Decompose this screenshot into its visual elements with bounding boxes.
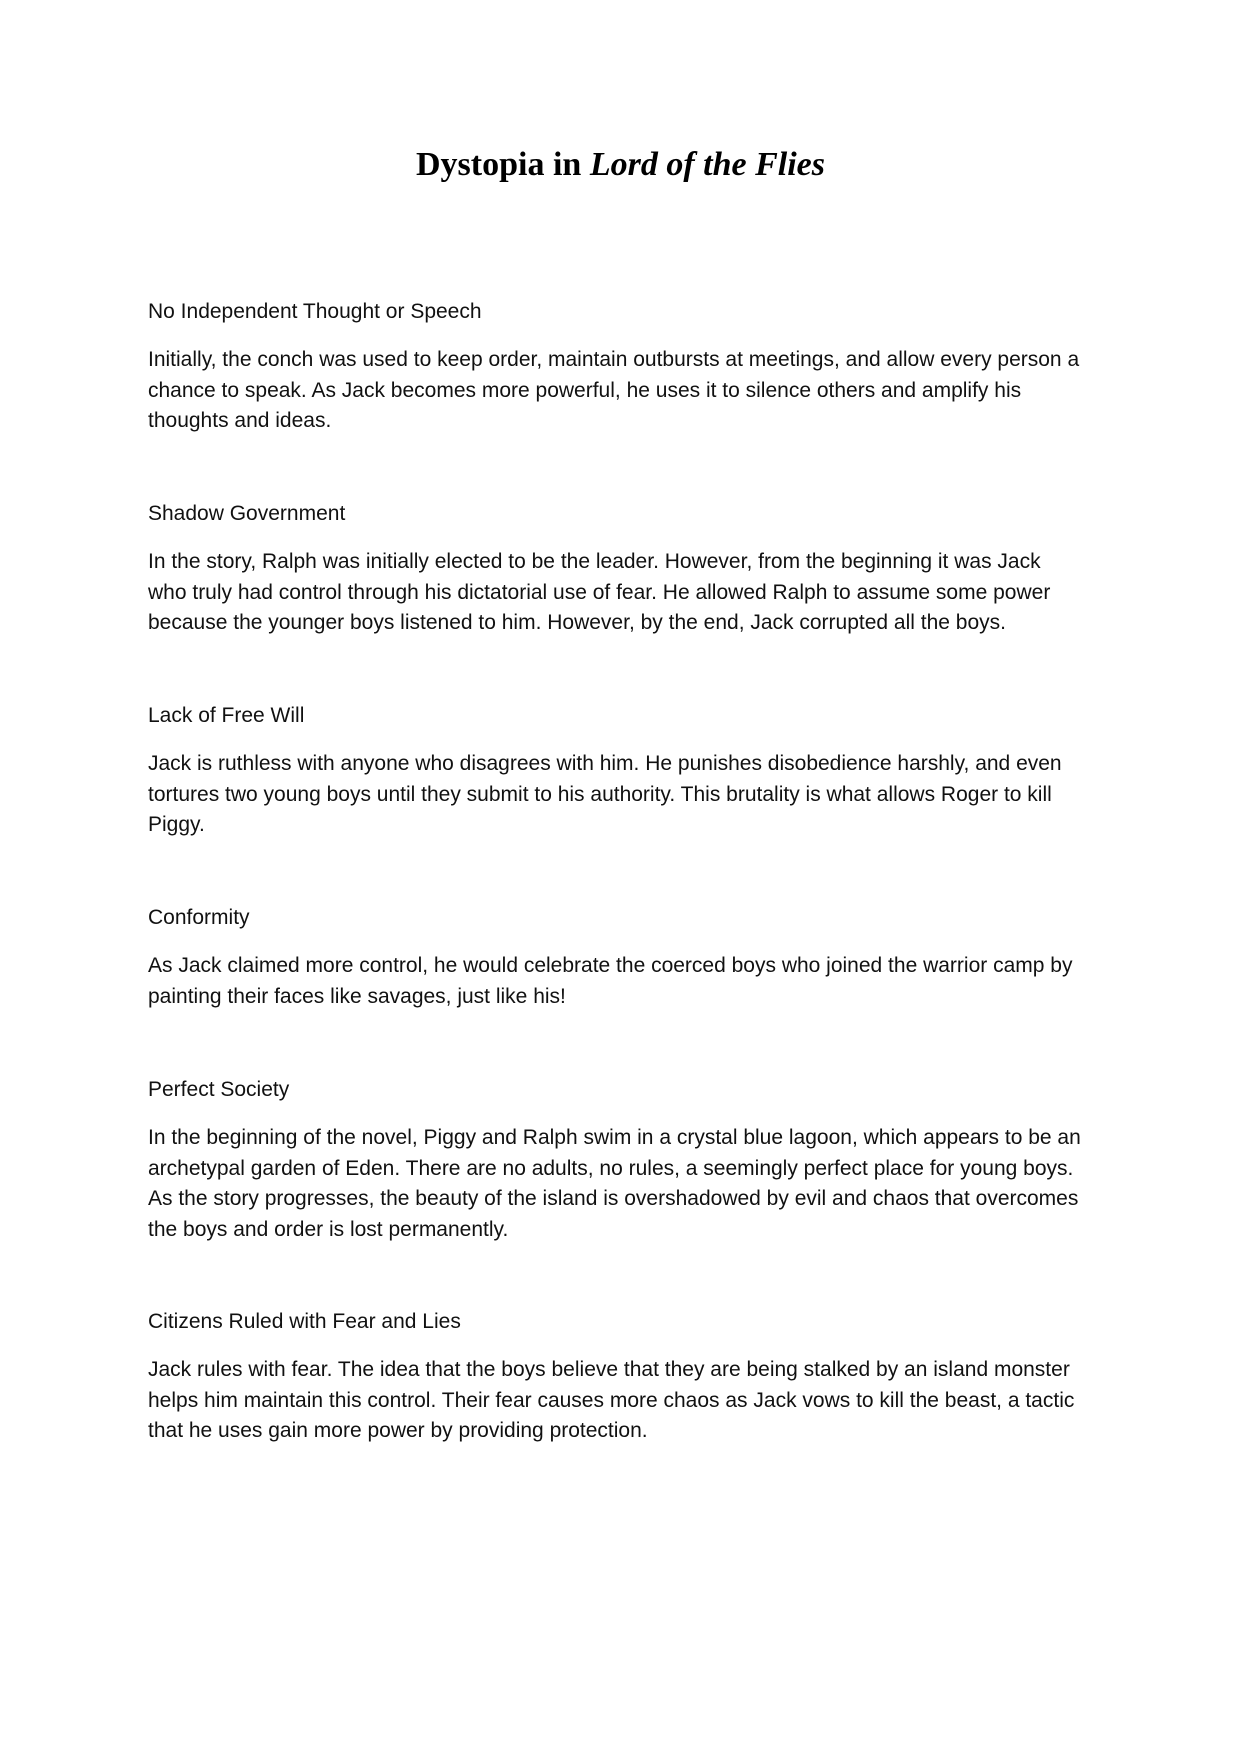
section-paragraph: In the beginning of the novel, Piggy and Ralph swim in a crystal blue lagoon, which appears to be an archetypal garden of Eden. There are no adults, no rules, a seemingly perfect place for young boys. As the story progresses, the beauty of the island is overshadowed by evil and chaos that overcomes the boys and order is lost permanently.: [148, 1126, 1081, 1241]
section-paragraph: Jack is ruthless with anyone who disagrees with him. He punishes disobedience harshly, and even tortures two young boys until they submit to his authority. This brutality is what allows Roger to kill Piggy.: [148, 752, 1062, 836]
section-heading: Shadow Government: [148, 502, 346, 525]
section-heading: Conformity: [148, 906, 250, 929]
section-perfect-society: [148, 1075, 1108, 1245]
title-book-name: Lord of the Flies: [589, 146, 825, 183]
section-shadow-government: [148, 499, 1108, 639]
title-prefix: Dystopia in: [416, 146, 590, 183]
section-paragraph: In the story, Ralph was initially elected to be the leader. However, from the beginning it was Jack who truly had control through his dictatorial use of fear. He allowed Ralph to assume some power because the younger boys listened to him. However, by the end, Jack corrupted all the boys.: [148, 550, 1051, 634]
section-heading: No Independent Thought or Speech: [148, 300, 482, 323]
section-paragraph: Jack rules with fear. The idea that the boys believe that they are being stalked by an island monster helps him maintain this control. Their fear causes more chaos as Jack vows to kill the beast, a tactic that he uses gain more power by providing protection.: [148, 1358, 1075, 1442]
section-heading: Perfect Society: [148, 1078, 290, 1101]
section-paragraph: As Jack claimed more control, he would celebrate the coerced boys who joined the warrior camp by painting their faces like savages, just like his!: [148, 954, 1073, 1008]
section-no-independent-thought: [148, 297, 1108, 437]
section-conformity: [148, 903, 1108, 1012]
section-paragraph: Initially, the conch was used to keep order, maintain outbursts at meetings, and allow every person a chance to speak. As Jack becomes more powerful, he uses it to silence others and amplify his thoughts and ideas.: [148, 348, 1080, 432]
section-citizens-ruled-with-fear: [148, 1307, 1108, 1447]
page-title: [0, 143, 1241, 187]
section-heading: Citizens Ruled with Fear and Lies: [148, 1310, 461, 1333]
section-heading: Lack of Free Will: [148, 704, 305, 727]
section-lack-of-free-will: [148, 701, 1108, 841]
